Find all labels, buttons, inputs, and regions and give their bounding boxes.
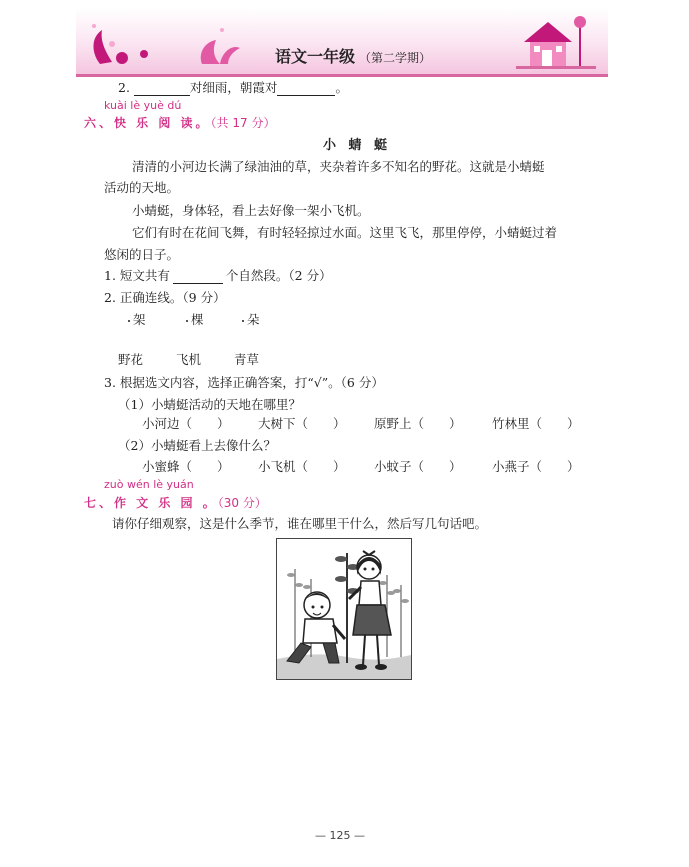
section6-pinyin: kuài lè yuè dú [104, 99, 182, 112]
q3-sub2-option-2[interactable]: 小飞机（ ） [258, 459, 346, 474]
q3-sub1-option-2[interactable]: 大树下（ ） [258, 416, 346, 431]
passage-p3-line1: 它们有时在花间飞舞，有时轻轻掠过水面。这里飞飞，那里停停，小蜻蜓过着 [132, 225, 558, 240]
flower-decoration-left-icon [82, 14, 242, 70]
section6-heading [84, 114, 275, 131]
passage-p1-line2: 活动的天地。 [104, 180, 180, 195]
section7-points: （30 分） [217, 496, 267, 510]
header-subtitle: （第二学期） [359, 51, 432, 65]
noun-option-3[interactable]: 青草 [234, 352, 260, 367]
q3-sub1-option-3[interactable]: 原野上（ ） [374, 416, 462, 431]
header-title [275, 44, 431, 67]
match-dot[interactable] [242, 320, 244, 322]
measure-word-2[interactable] [186, 310, 204, 328]
q1-end: 个自然段。（2 分） [225, 268, 332, 283]
q3-sub1-option-4[interactable]: 竹林里（ ） [492, 416, 580, 431]
section7-title: 七、作 文 乐 园 。 [84, 496, 218, 510]
page-number: — 125 — [315, 829, 365, 842]
house-decoration-icon [510, 10, 600, 72]
section7-heading [84, 494, 267, 511]
measure-word-3[interactable] [242, 310, 260, 328]
measure-word-1[interactable] [128, 310, 146, 328]
q-end: 。 [335, 80, 348, 95]
noun-option-2[interactable]: 飞机 [176, 352, 202, 367]
antonym-question-2 [118, 78, 348, 96]
section7-pinyin: zuò wén lè yuán [104, 478, 194, 491]
q3-sub2-option-4[interactable]: 小燕子（ ） [492, 459, 580, 474]
passage-title: 小 蜻 蜓 [323, 138, 392, 153]
section6-points: （共 17 分） [210, 116, 276, 130]
measure-word-text: 架 [133, 312, 146, 327]
q3-sub2-option-1[interactable]: 小蜜蜂（ ） [142, 459, 230, 474]
writing-prompt: 请你仔细观察，这是什么季节，谁在哪里干什么，然后写几句话吧。 [112, 516, 488, 531]
q3-sub1-option-1[interactable]: 小河边（ ） [142, 416, 230, 431]
q-text: 对细雨，朝霞对 [189, 80, 278, 95]
question-2: 2. 正确连线。（9 分） [104, 290, 226, 305]
match-dot[interactable] [186, 320, 188, 322]
header-title-text: 语文一年级 [275, 47, 356, 66]
q3-sub2-option-3[interactable]: 小蚊子（ ） [374, 459, 462, 474]
question-3-sub2: （2）小蜻蜓看上去像什么？ [118, 438, 276, 453]
tree-planting-illustration [276, 538, 412, 680]
noun-option-1[interactable]: 野花 [118, 352, 144, 367]
passage-p2: 小蜻蜓，身体轻，看上去好像一架小飞机。 [132, 203, 370, 218]
question-3: 3. 根据选文内容，选择正确答案，打“√”。（6 分） [104, 375, 384, 390]
section6-title: 六、快 乐 阅 读。 [84, 116, 211, 130]
paragraph-count-blank[interactable] [173, 271, 223, 284]
question-3-sub1: （1）小蜻蜓活动的天地在哪里？ [118, 397, 301, 412]
q1-start: 1. 短文共有 [104, 268, 170, 283]
question-1 [104, 266, 332, 284]
passage-p1-line1: 清清的小河边长满了绿油油的草，夹杂着许多不知名的野花。这就是小蜻蜓 [132, 159, 545, 174]
measure-word-text: 棵 [191, 312, 204, 327]
match-dot[interactable] [128, 320, 130, 322]
answer-blank[interactable] [134, 83, 190, 96]
passage-p3-line2: 悠闲的日子。 [104, 247, 180, 262]
q-number: 2. [118, 80, 130, 95]
children-planting-tree-icon [277, 539, 411, 679]
measure-word-text: 朵 [247, 312, 260, 327]
answer-blank[interactable] [277, 83, 335, 96]
